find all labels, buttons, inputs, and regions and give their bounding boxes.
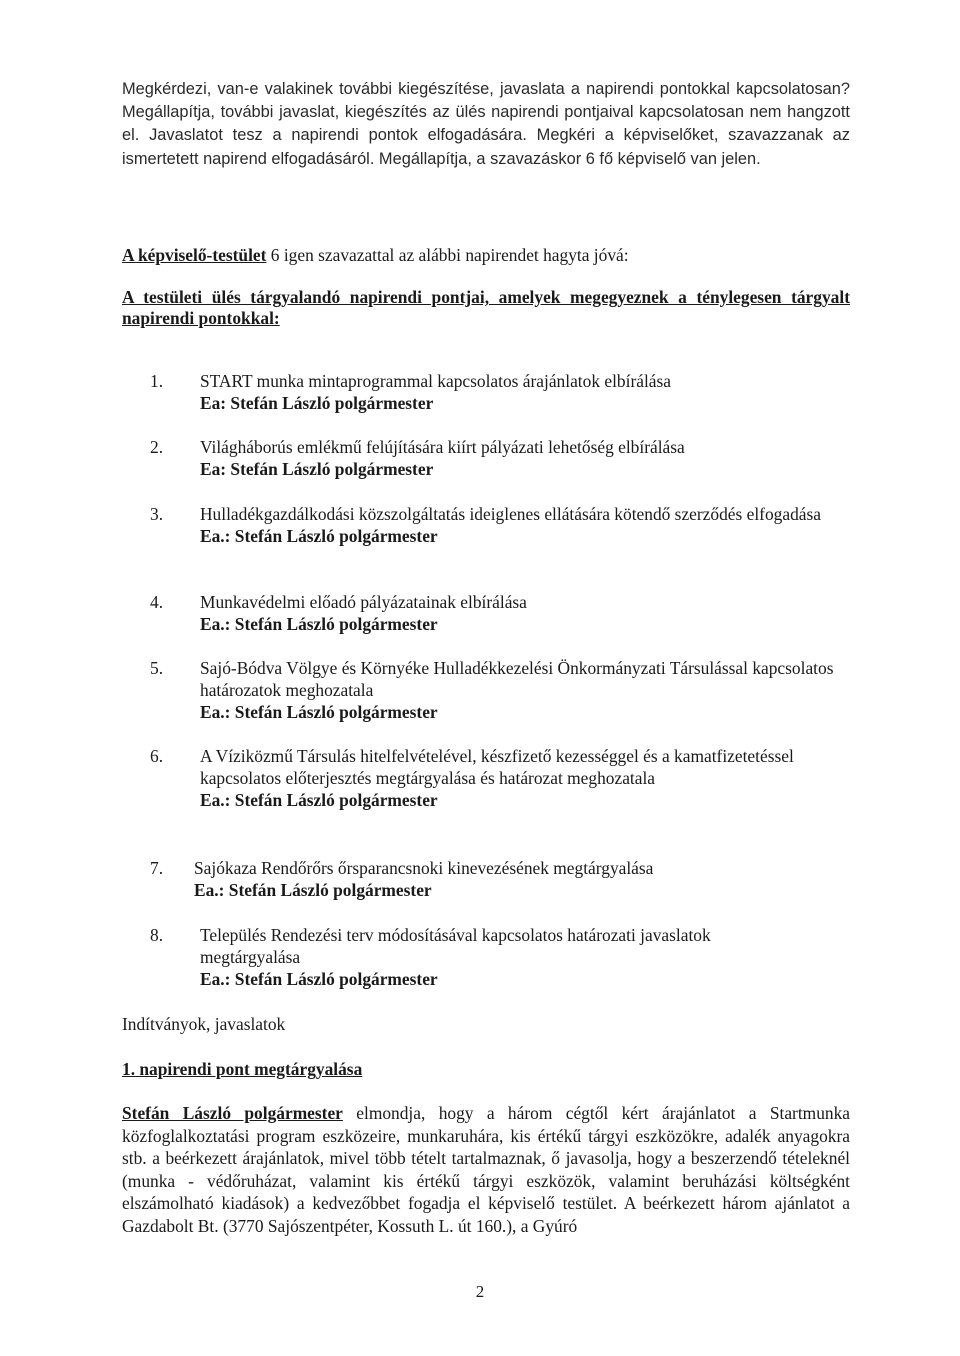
agenda-item-number: 3.	[150, 504, 164, 524]
speech-text: elmondja, hogy a három cégtől kért árajánlatot a Startmunka közfoglalkoztatási program eszközeire, munkaruhára, kis értékű tárgyi eszközökre, adalék anyagokra stb. a beérkezett árajánlatok, mivel több tételt tartalmaznak, ő javasolja, hogy a beszerzendő tételeknél (munka - védőruházat, valamint kis értékű tárgyi eszközök, valamint beruházási költségként elszámolható kiadások) a kedvezőbbet fogadja el képviselő testület. A beérkezett három ajánlatot a Gazdabolt Bt. (3770 Sajószentpéter, Kossuth L. út 160.), a Gyúró	[122, 1103, 850, 1236]
agenda-item-1	[122, 370, 850, 414]
agenda-item-title: Sajókaza Rendőrőrs őrsparancsnoki kinevezésének megtárgyalása	[194, 858, 654, 878]
agenda-item-title: START munka mintaprogrammal kapcsolatos árajánlatok elbírálása	[200, 371, 671, 391]
agenda-item-presenter: Ea.: Stefán László polgármester	[200, 614, 438, 634]
intro-paragraph: Megkérdezi, van-e valakinek további kiegészítése, javaslata a napirendi pontokkal kapcsolatosan? Megállapítja, további javaslat, kiegészítés az ülés napirendi pontjaival kapcsolatosan nem hangzott el. Javaslatot tesz a napirendi pontok elfogadására. Megkéri a képviselőket, szavazzanak az ismertetett napirend elfogadásáról. Megállapítja, a szavazáskor 6 fő képviselő van jelen.	[122, 80, 850, 168]
agenda-item-title: Sajó-Bódva Völgye és Környéke Hulladékkezelési Önkormányzati Társulással kapcsolatos határozatok meghozatala	[200, 658, 834, 700]
agenda-item-3	[122, 503, 850, 547]
agenda-item-7	[122, 857, 850, 901]
agenda-item-number: 5.	[150, 658, 164, 678]
agenda-item-number: 8.	[150, 925, 164, 945]
section-heading: 1. napirendi pont megtárgyalása	[122, 1059, 363, 1079]
page-number: 2	[475, 1282, 485, 1301]
agenda-item-number: 1.	[150, 371, 164, 391]
agenda-item-number: 7.	[150, 858, 164, 878]
agenda-item-4	[122, 591, 850, 635]
agenda-item-title: Hulladékgazdálkodási közszolgáltatás ideiglenes ellátására kötendő szerződés elfogadása	[200, 504, 821, 524]
agenda-item-title: A Víziközmű Társulás hitelfelvételével, készfizető kezességgel és a kamatfizetetéssel kapcsolatos előterjesztés megtárgyalása és határozat meghozatala	[200, 746, 794, 788]
agenda-item-presenter: Ea.: Stefán László polgármester	[200, 969, 438, 989]
agenda-item-title: Település Rendezési terv módosításával kapcsolatos határozati javaslatok megtárgyalása	[200, 925, 711, 967]
speaker-name: Stefán László polgármester	[122, 1103, 343, 1123]
agenda-item-presenter: Ea.: Stefán László polgármester	[200, 790, 438, 810]
agenda-item-8	[122, 924, 850, 990]
decision-text: 6 igen szavazattal az alábbi napirendet hagyta jóvá:	[266, 245, 629, 265]
decision-paragraph	[122, 244, 850, 267]
agenda-item-presenter: Ea: Stefán László polgármester	[200, 459, 434, 479]
agenda-item-6	[122, 745, 850, 811]
agenda-item-2	[122, 436, 850, 480]
motions-line: Indítványok, javaslatok	[122, 1014, 286, 1034]
agenda-item-number: 4.	[150, 592, 164, 612]
speech-paragraph	[122, 1102, 850, 1238]
agenda-item-title: Világháborús emlékmű felújítására kiírt pályázati lehetőség elbírálása	[200, 437, 685, 457]
agenda-item-presenter: Ea.: Stefán László polgármester	[194, 880, 432, 900]
agenda-item-number: 2.	[150, 437, 164, 457]
decision-subject: A képviselő-testület	[122, 245, 267, 265]
agenda-item-title: Munkavédelmi előadó pályázatainak elbírálása	[200, 592, 527, 612]
agenda-item-presenter: Ea: Stefán László polgármester	[200, 393, 434, 413]
agenda-heading: A testületi ülés tárgyalandó napirendi pontjai, amelyek megegyeznek a ténylegesen tárgyalt napirendi pontokkal:	[122, 287, 850, 328]
agenda-item-number: 6.	[150, 746, 164, 766]
agenda-item-presenter: Ea.: Stefán László polgármester	[200, 702, 438, 722]
agenda-item-presenter: Ea.: Stefán László polgármester	[200, 526, 438, 546]
agenda-item-5	[122, 657, 850, 723]
